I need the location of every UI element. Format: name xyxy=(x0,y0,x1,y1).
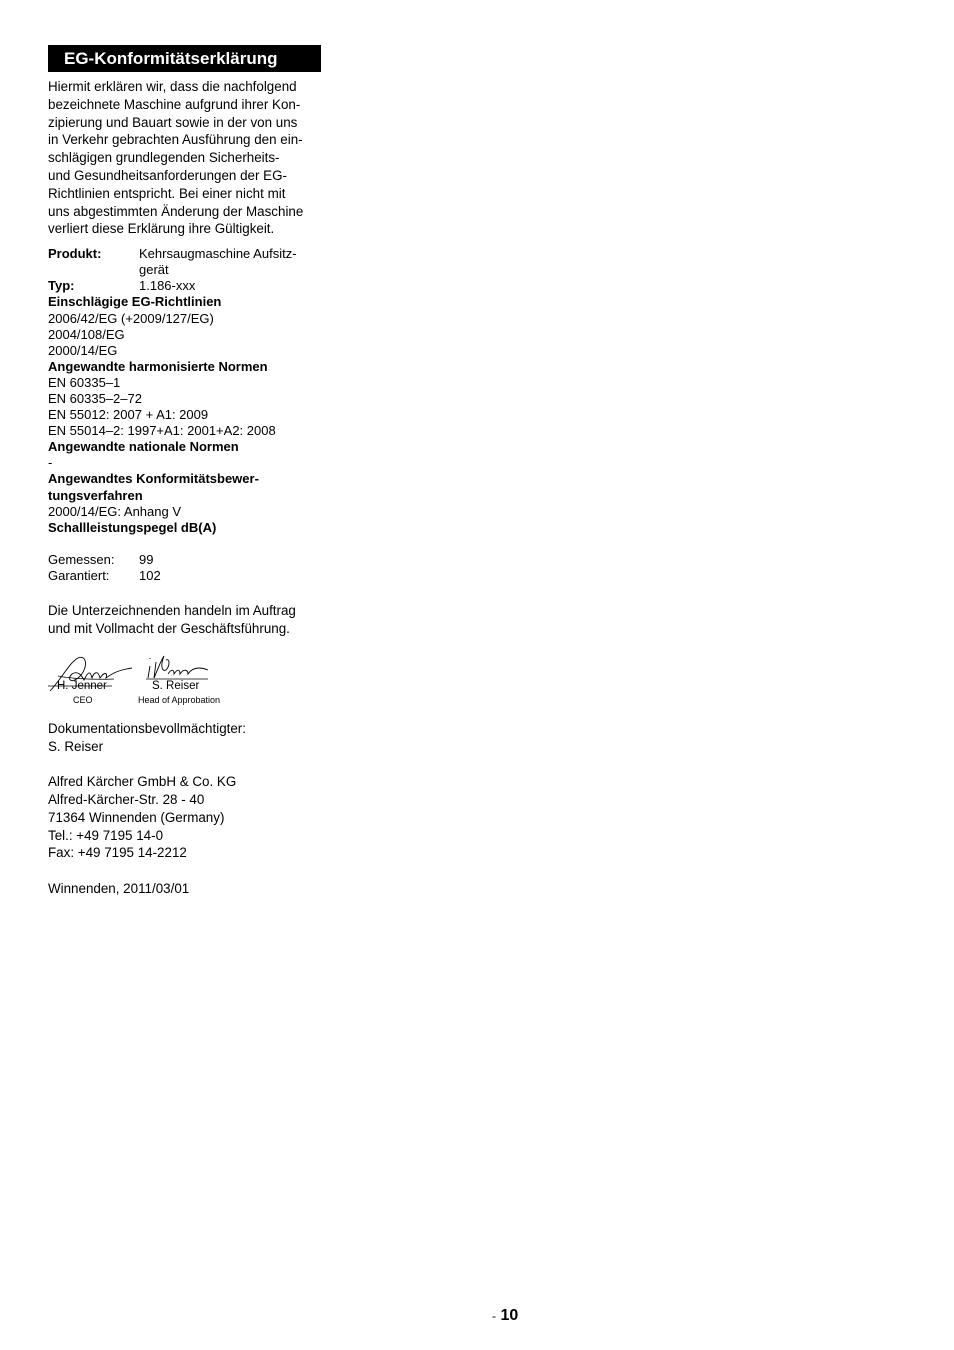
signer-name: S. Reiser xyxy=(152,679,200,692)
standard-item: EN 60335–2–72 xyxy=(48,391,142,407)
intro-line: Richtlinien entspricht. Bei einer nicht mit xyxy=(48,185,286,201)
signatories-text: Die Unterzeichnenden handeln im Auftrag und mit Vollmacht der Geschäftsführung. xyxy=(48,603,296,636)
directives-heading: Einschlägige EG-Richtlinien xyxy=(48,294,222,310)
measured-row xyxy=(48,552,321,568)
directive-item: 2004/108/EG xyxy=(48,326,125,342)
guaranteed-label: Garantiert: xyxy=(48,568,110,584)
address-line: Alfred Kärcher GmbH & Co. KG xyxy=(48,774,237,790)
directive-item: 2006/42/EG (+2009/127/EG) xyxy=(48,310,214,326)
declaration-column xyxy=(48,45,321,898)
intro-line: bezeichnete Maschine aufgrund ihrer Kon- xyxy=(48,96,301,112)
address-line: Tel.: +49 7195 14-0 xyxy=(48,827,164,843)
address-line: Alfred-Kärcher-Str. 28 - 40 xyxy=(48,791,205,807)
signer-name: H. Jenner xyxy=(57,679,107,692)
sound-heading: Schallleistungspegel dB(A) xyxy=(48,519,217,535)
page-number: - 10 xyxy=(492,1307,519,1324)
signature-block xyxy=(48,648,321,720)
national-value: - xyxy=(48,455,53,471)
guaranteed-value: 102 xyxy=(139,568,161,584)
directive-item: 2000/14/EG xyxy=(48,342,118,358)
standard-item: EN 60335–1 xyxy=(48,374,121,390)
type-value: 1.186-xxx xyxy=(139,278,196,294)
address-line: 71364 Winnenden (Germany) xyxy=(48,809,225,825)
harmonised-heading: Angewandte harmonisierte Normen xyxy=(48,358,268,374)
signer-role: CEO xyxy=(73,694,93,705)
national-heading: Angewandte nationale Normen xyxy=(48,439,239,455)
procedure-heading: Angewandtes Konformitätsbewer- xyxy=(48,471,259,487)
intro-line: schlägigen grundlegenden Sicherheits- xyxy=(48,150,280,166)
intro-paragraph xyxy=(48,78,321,238)
product-row xyxy=(48,246,321,262)
standard-item: EN 55014–2: 1997+A1: 2001+A2: 2008 xyxy=(48,423,276,439)
intro-line: Hiermit erklären wir, dass die nachfolgend xyxy=(48,79,297,94)
intro-line: und Gesundheitsanforderungen der EG- xyxy=(48,167,287,183)
company-address xyxy=(48,773,321,862)
measured-value: 99 xyxy=(139,551,154,567)
intro-line: verliert diese Erklärung ihre Gültigkeit. xyxy=(48,221,275,237)
place-date: Winnenden, 2011/03/01 xyxy=(48,880,190,896)
type-label: Typ: xyxy=(48,278,75,294)
guaranteed-row xyxy=(48,568,321,584)
product-details xyxy=(48,246,321,584)
signer-role: Head of Approbation xyxy=(138,694,221,705)
measured-label: Gemessen: xyxy=(48,551,115,567)
product-value-cont: gerät xyxy=(139,262,169,278)
standard-item: EN 55012: 2007 + A1: 2009 xyxy=(48,407,209,423)
intro-line: zipierung und Bauart sowie in der von uns xyxy=(48,114,298,130)
address-line: Fax: +49 7195 14-2212 xyxy=(48,845,187,861)
procedure-value: 2000/14/EG: Anhang V xyxy=(48,503,181,519)
intro-line: uns abgestimmten Änderung der Maschine xyxy=(48,203,304,219)
procedure-heading-cont: tungsverfahren xyxy=(48,487,143,503)
type-row xyxy=(48,278,321,294)
page-title: EG-Konformitätserklärung xyxy=(48,45,321,72)
product-value: Kehrsaugmaschine Aufsitz- xyxy=(139,246,297,262)
product-row-cont xyxy=(48,262,321,278)
documentation-representative: Dokumentationsbevollmächtigter: S. Reiser xyxy=(48,720,246,754)
intro-line: in Verkehr gebrachten Ausführung den ein- xyxy=(48,132,303,148)
product-label: Produkt: xyxy=(48,246,102,262)
